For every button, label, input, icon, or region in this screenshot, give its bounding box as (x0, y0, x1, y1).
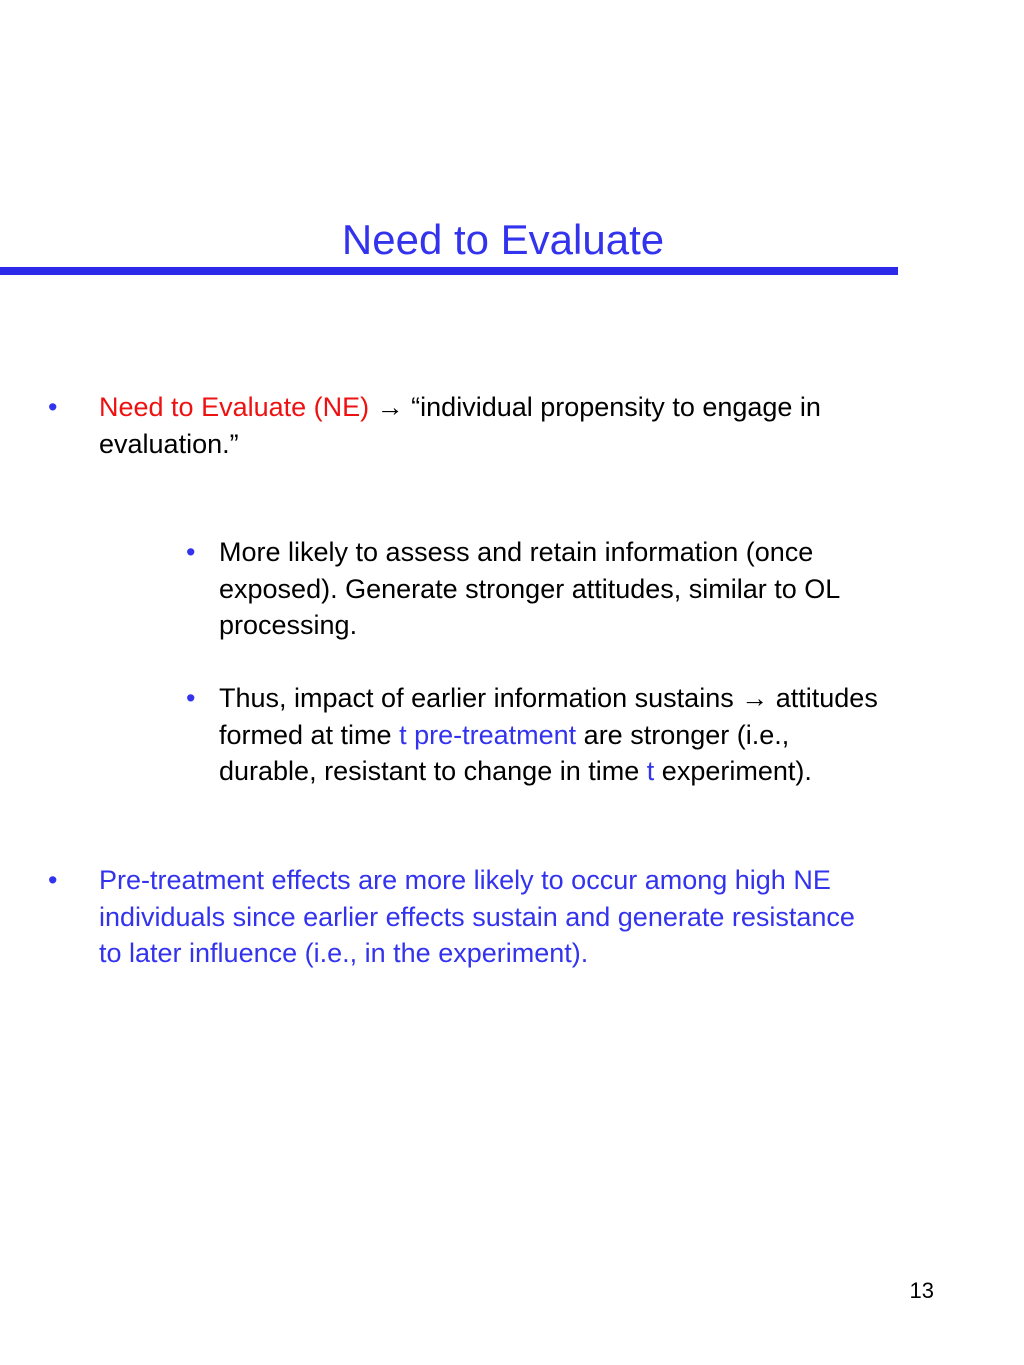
text-line2: individuals since earlier effects sustain and generate resistance (99, 901, 855, 932)
ne-definition-line1: “individual propensity to engage in (411, 392, 821, 422)
bullet-text (219, 680, 969, 790)
text-part4: are stronger (i.e., (583, 719, 790, 750)
text-line3: processing. (219, 610, 358, 640)
arrow-icon: → (376, 392, 404, 422)
bullet-text (219, 534, 969, 644)
text-line1: More likely to assess and retain information (once (219, 537, 814, 567)
bullet-marker: • (186, 683, 196, 713)
bullet-text (99, 862, 969, 972)
ne-term: Need to Evaluate (NE) (99, 392, 370, 422)
bullet-marker: • (48, 865, 58, 895)
title-underline (0, 267, 898, 275)
highlight-t: t (646, 756, 655, 786)
text-part5: durable, resistant to change in time (219, 756, 640, 786)
arrow-icon: → (741, 683, 769, 713)
text-part6: experiment). (661, 756, 812, 786)
bullet-text (99, 389, 969, 462)
text-line1: Pre-treatment effects are more likely to occur among high NE (99, 865, 831, 895)
slide-title: Need to Evaluate (341, 216, 665, 263)
text-part2: attitudes (775, 683, 878, 713)
bullet-marker: • (186, 537, 196, 567)
bullet-marker: • (48, 392, 58, 422)
highlight-pre-treatment: t pre-treatment (399, 719, 577, 750)
text-line3: to later influence (i.e., in the experiment). (99, 938, 589, 968)
text-part3: formed at time (219, 719, 392, 750)
text-line2: exposed). Generate stronger attitudes, similar to OL (219, 573, 841, 604)
page-number: 13 (909, 1278, 934, 1303)
text-part1: Thus, impact of earlier information sustains (219, 683, 734, 713)
ne-definition-line2: evaluation.” (99, 428, 239, 459)
